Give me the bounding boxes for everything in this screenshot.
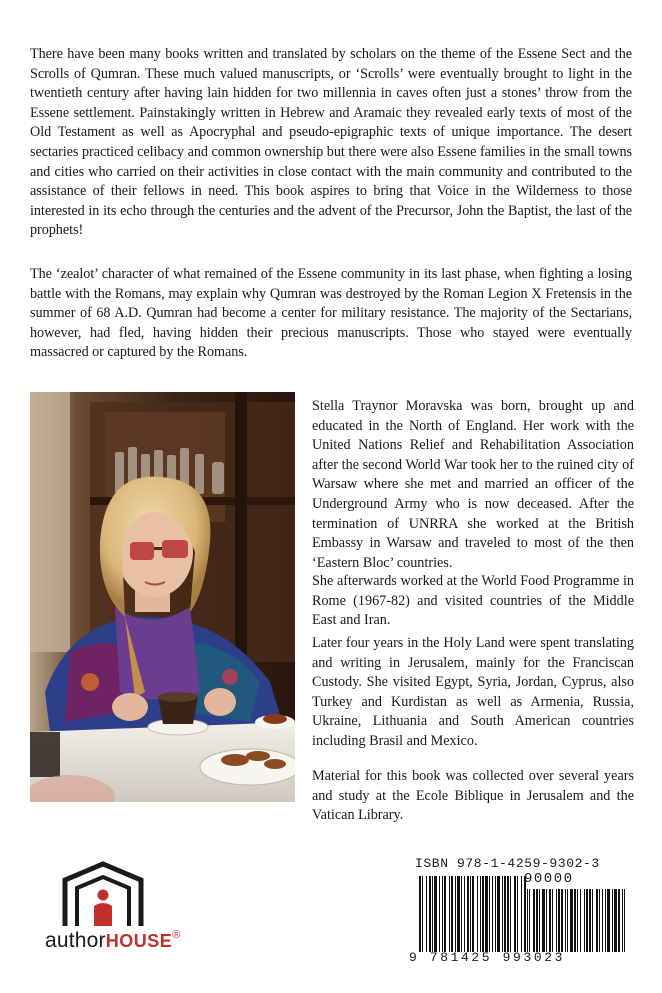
author-photo [30, 392, 295, 802]
barcode-bar [507, 876, 509, 952]
barcode-bar [612, 889, 613, 952]
barcode-bar [567, 889, 568, 952]
barcode-bar [492, 876, 493, 952]
price-code: 90000 [524, 871, 574, 887]
author-bio-paragraph-3: Later four years in the Holy Land were spent translating and writing in Jerusalem, mainly for the Franciscan Custody. She visited Egypt, Syria, Jordan, Cyprus, also Turkey and Kurdistan as well as Armenia, Russia, Ukraine, Lithuania and South American countries including Brasil and Mexico. [312, 635, 634, 749]
barcode-bar [489, 876, 490, 952]
barcode-bar [480, 876, 481, 952]
barcode-bar [542, 889, 545, 952]
barcode-bar [482, 876, 484, 952]
barcode-bar [607, 889, 610, 952]
ean-barcode-bars [419, 876, 526, 952]
barcode-bar [497, 876, 500, 952]
barcode-bar [577, 889, 578, 952]
barcode-bar [624, 889, 625, 952]
barcode-bar [592, 889, 593, 952]
barcode-bar [502, 876, 503, 952]
barcode-bar [539, 889, 540, 952]
barcode-bar [461, 876, 462, 952]
barcode-bar [455, 876, 456, 952]
barcode-bar [464, 876, 465, 952]
barcode-bar [546, 889, 547, 952]
barcode-bar [565, 889, 566, 952]
barcode-bar [580, 889, 581, 952]
barcode-bar [524, 876, 526, 952]
barcode-bar [510, 876, 511, 952]
barcode-bar [477, 876, 478, 952]
barcode-bar [451, 876, 453, 952]
barcode-bar [444, 876, 446, 952]
barcode-bar [517, 876, 518, 952]
barcode-bar [536, 889, 538, 952]
ean-digits: 9 781425 993023 [409, 950, 566, 965]
barcode-bar [605, 889, 606, 952]
barcode-bar [558, 889, 560, 952]
back-cover-blurb-paragraph-1: There have been many books written and translated by scholars on the theme of the Essene Sect and the Scrolls of Qumran. These much valued manuscripts, or ‘Scrolls’ were eventually brought to light in the twentieth century after having lain hidden for two millennia in caves often just a stones’ throw from the Essene settlement. Painstakingly written in Hebrew and Aramaic they revealed early texts of most of the Old Testament as well as Apocryphal and pseudo-epigraphic texts of unique importance. The desert sectaries practiced celibacy and common ownership but there were also Essene families in the small towns and cities who carried on their activities in close contact with the main community and contributed to the assistance of their fellows in need. This book aspires to bring that Voice in the Wilderness to those interested in its echo through the centuries and the advent of the Precursor, John the Baptist, the last of the prophets! [30, 46, 632, 239]
price-addon-bars [527, 889, 625, 952]
isbn-label: ISBN 978-1-4259-9302-3 [415, 856, 600, 871]
barcode-bar [495, 876, 496, 952]
barcode-bar [574, 889, 576, 952]
barcode-bar [472, 876, 474, 952]
publisher-name [45, 929, 181, 953]
barcode-bar [614, 889, 617, 952]
barcode-bar [527, 889, 528, 952]
barcode-bar [589, 889, 591, 952]
barcode-bar [514, 876, 516, 952]
barcode-bar [622, 889, 623, 952]
barcode-bar [529, 889, 530, 952]
barcode-bar [521, 876, 522, 952]
barcode-bar [467, 876, 469, 952]
barcode-bar [618, 889, 620, 952]
barcode-bar [426, 876, 427, 952]
barcode-bar [449, 876, 450, 952]
barcode-bar [504, 876, 506, 952]
barcode-bar [470, 876, 471, 952]
barcode-bar [533, 889, 535, 952]
author-bio-paragraph-4: Material for this book was collected over several years and study at the Ecole Biblique in Jerusalem and the Vatican Library. [312, 768, 634, 824]
barcode-bar [432, 876, 433, 952]
author-bio-paragraph-1: Stella Traynor Moravska was born, brought up and educated in the North of England. Her work with the United Nations Relief and Rehabilitation Association after the second World War took her to the ruined city of Warsaw where she met and married an officer of the Underground Army who is now deceased. After the termination of UNRRA she worked at the British Embassy in Warsaw and traveled to most of the then ‘Eastern Bloc’ countries. [312, 398, 634, 571]
back-cover-blurb-paragraph-2: The ‘zealot’ character of what remained of the Essene community in its last phase, when fighting a losing battle with the Romans, may explain why Qumran was destroyed by the Roman Legion X Fretensis in the summer of 68 A.D. Qumran had become a center for military resistance. The majority of the Sectarians, however, had fled, having hidden their precious manuscripts. Those who stayed were eventually massacred or captured by the Romans. [30, 266, 632, 361]
publisher-name-part-1: author [45, 929, 106, 952]
publisher-name-part-2: HOUSE [105, 931, 173, 951]
barcode-bar [429, 876, 431, 952]
barcode-bar [584, 889, 585, 952]
barcode-bar [439, 876, 440, 952]
barcode-bar [596, 889, 598, 952]
barcode-bar [570, 889, 573, 952]
barcode-bar [561, 889, 563, 952]
barcode-bar [422, 876, 423, 952]
person-icon [98, 890, 109, 901]
barcode-bar [549, 889, 551, 952]
barcode-bar [457, 876, 460, 952]
barcode-bar [485, 876, 488, 952]
barcode-bar [556, 889, 557, 952]
author-bio-paragraph-2: She afterwards worked at the World Food Programme in Rome (1967-82) and visited countries of the Middle East and Iran. [312, 573, 634, 629]
registered-mark: ® [172, 929, 181, 941]
barcode-bar [602, 889, 603, 952]
barcode-bar [586, 889, 588, 952]
barcode-bar [599, 889, 600, 952]
barcode-bar [442, 876, 443, 952]
barcode-bar [419, 876, 421, 952]
barcode-bar [552, 889, 553, 952]
barcode-bar [434, 876, 437, 952]
